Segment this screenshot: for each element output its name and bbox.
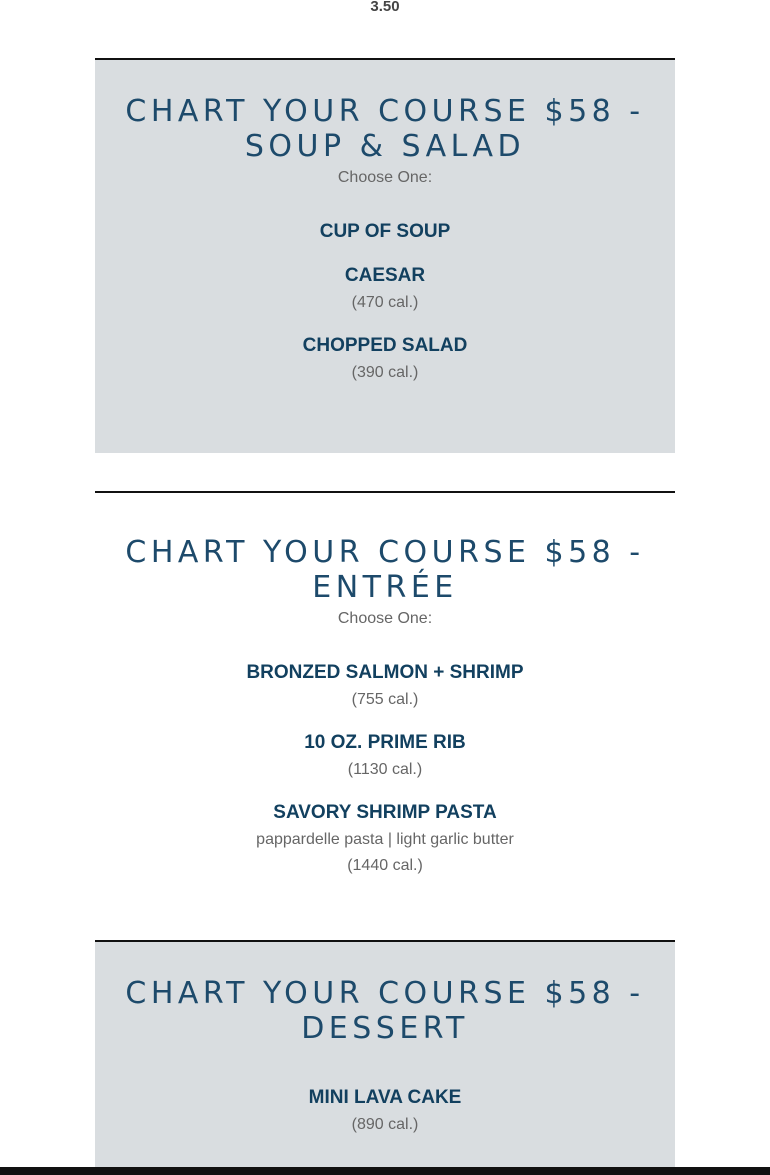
menu-item (95, 1086, 675, 1136)
section-title: CHART YOUR COURSE $58 - ENTRÉE (125, 535, 645, 605)
menu-section-soup-salad (95, 58, 675, 453)
menu-item-calories: (390 cal.) (351, 364, 419, 381)
menu-item-calories: (1130 cal.) (347, 761, 423, 778)
menu-item-name: CHOPPED SALAD (302, 335, 468, 356)
section-title: CHART YOUR COURSE $58 - SOUP & SALAD (125, 94, 645, 164)
menu-section-dessert (95, 940, 675, 1175)
bottom-divider-bar (0, 1167, 770, 1175)
choose-one-label: Choose One: (337, 610, 433, 627)
menu-items (95, 661, 675, 877)
menu-item (95, 661, 675, 711)
previous-item-price: 3.50 (370, 0, 400, 15)
menu-item-name: BRONZED SALMON + SHRIMP (246, 662, 524, 683)
menu-items (95, 220, 675, 384)
menu-item-name: 10 OZ. PRIME RIB (304, 732, 466, 753)
menu-item-name: CAESAR (344, 265, 426, 286)
menu-section-entree (95, 491, 675, 941)
menu-item-name: CUP OF SOUP (319, 221, 451, 242)
menu-item (95, 220, 675, 244)
menu-item-calories: (890 cal.) (351, 1116, 419, 1133)
menu-item-calories: (755 cal.) (351, 691, 419, 708)
choose-one-label: Choose One: (337, 169, 433, 186)
menu-item-description: pappardelle pasta | light garlic butter (256, 831, 514, 848)
menu-items (95, 1086, 675, 1136)
menu-item-calories: (470 cal.) (351, 294, 419, 311)
section-title: CHART YOUR COURSE $58 - DESSERT (125, 976, 645, 1046)
menu-item (95, 334, 675, 384)
menu-item (95, 731, 675, 781)
menu-item-name: MINI LAVA CAKE (308, 1087, 462, 1108)
menu-item-name: SAVORY SHRIMP PASTA (273, 802, 497, 823)
menu-item (95, 801, 675, 877)
menu-item-calories: (1440 cal.) (347, 857, 423, 874)
menu-item (95, 264, 675, 314)
